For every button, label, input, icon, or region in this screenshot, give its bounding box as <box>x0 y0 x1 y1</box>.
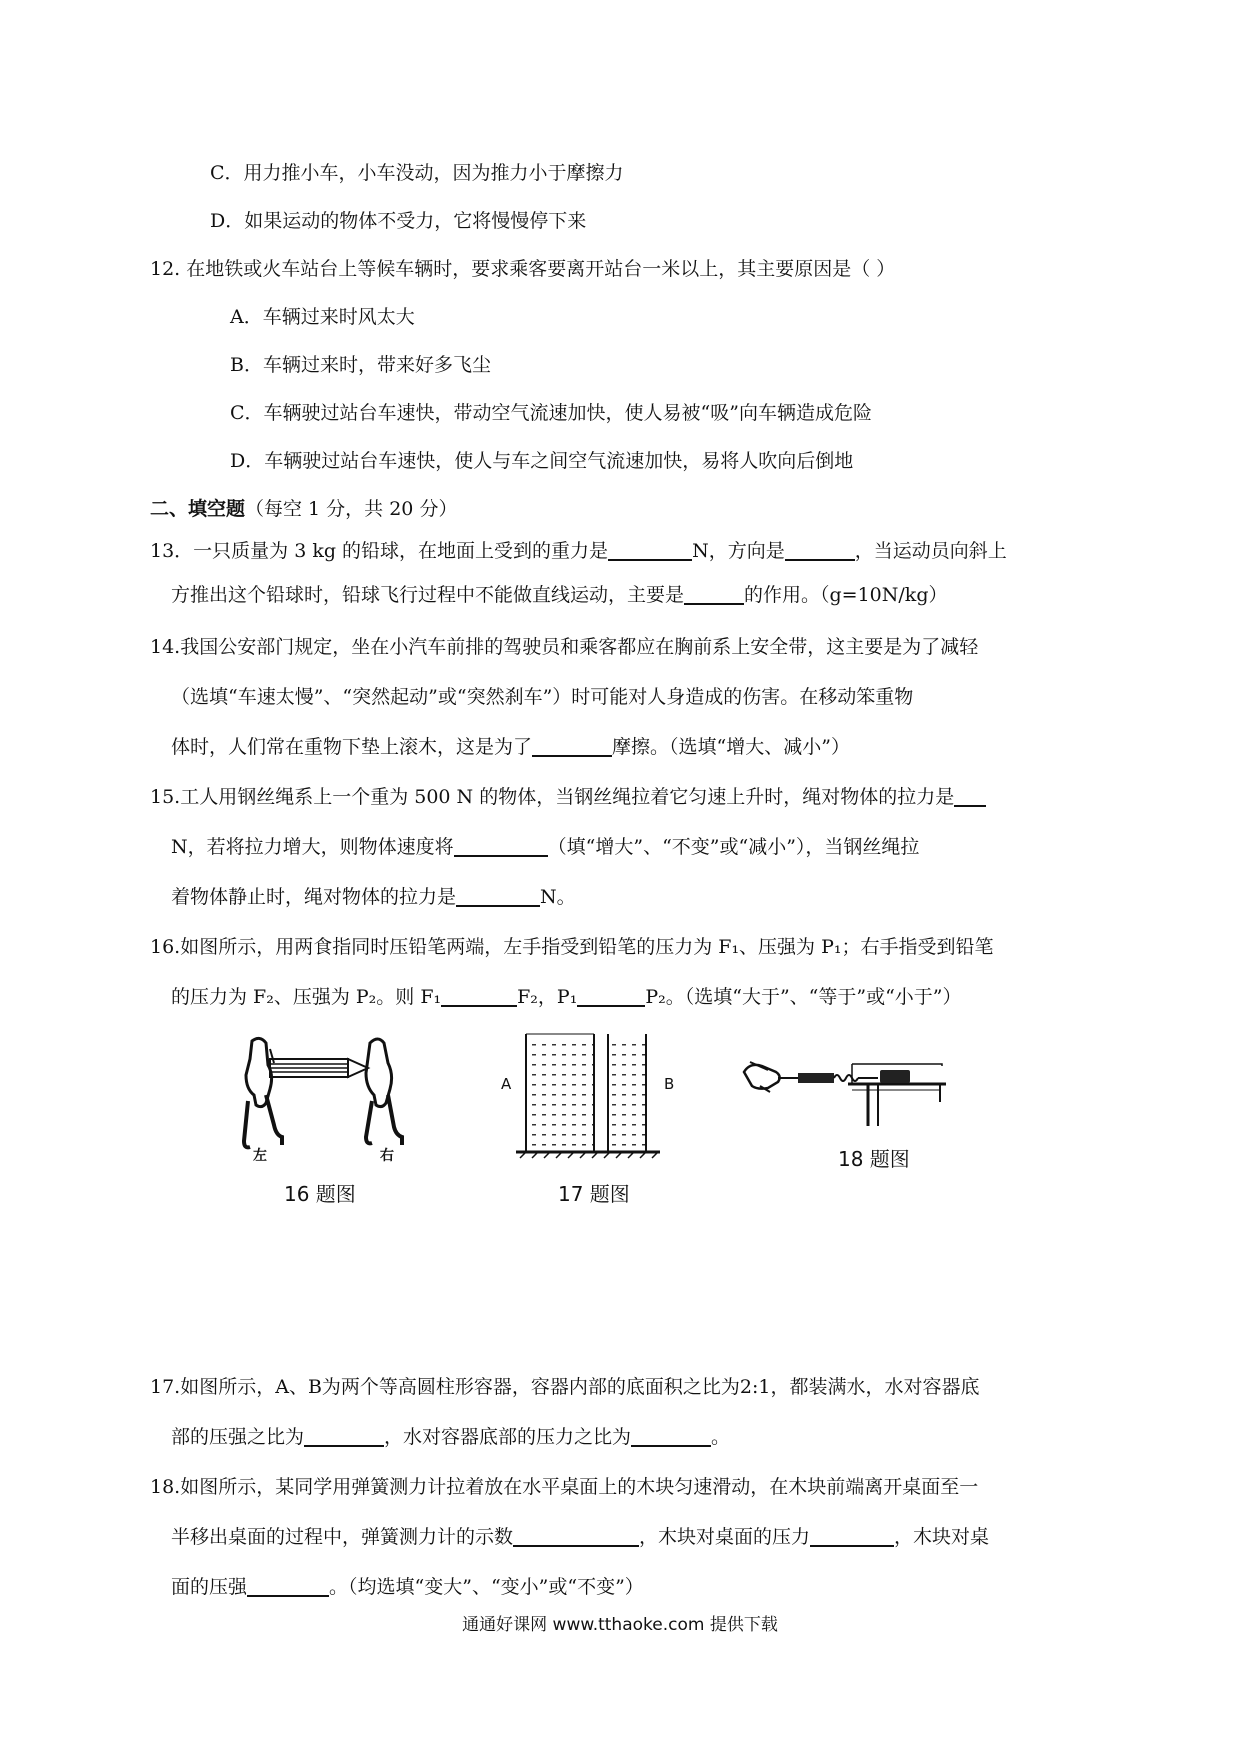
q13-text-1: 13．一只质量为 3 kg 的铅球，在地面上受到的重力是 <box>150 540 609 562</box>
fig17-caption: 17 题图 <box>558 1182 630 1206</box>
fig16-caption: 16 题图 <box>284 1182 356 1206</box>
q15-line-2 <box>171 834 919 860</box>
q18-text-2c: ，木块对桌 <box>894 1526 990 1548</box>
section-2-heading <box>150 496 457 522</box>
q15-text-3b: N。 <box>540 886 576 908</box>
fig18-caption: 18 题图 <box>838 1147 910 1171</box>
q15-text-2b: （填“增大”、“不变”或“减小”），当钢丝绳拉 <box>547 836 920 858</box>
fig16-left-label: 左 <box>253 1148 267 1164</box>
page-footer: 通通好课网 www.tthaoke.com 提供下载 <box>462 1615 778 1635</box>
q16-text-2a: 的压力为 F₂、压强为 P₂。则 F₁ <box>171 986 442 1008</box>
q13-blank-3[interactable] <box>684 583 744 605</box>
q12-option-c: C．车辆驶过站台车速快，带动空气流速加快，使人易被“吸”向车辆造成危险 <box>230 402 872 424</box>
q18-blank-1[interactable] <box>513 1525 639 1547</box>
q15-text-1: 15.工人用钢丝绳系上一个重为 500 N 的物体，当钢丝绳拉着它匀速上升时，绳对物体的拉力是 <box>150 786 955 808</box>
q16-line-2 <box>171 984 962 1010</box>
fig17-containers-diagram <box>510 1030 690 1160</box>
section-2-note: （每空 1 分，共 20 分） <box>245 498 458 520</box>
q16-line-1: 16.如图所示，用两食指同时压铅笔两端，左手指受到铅笔的压力为 F₁、压强为 P₁；右手指受到铅笔 <box>150 936 994 958</box>
fig16-right-label: 右 <box>380 1148 394 1164</box>
q18-text-3b: 。（均选填“变大”、“变小”或“不变”） <box>329 1576 644 1598</box>
q14-text-3a: 体时，人们常在重物下垫上滚木，这是为了 <box>171 736 533 758</box>
q13-line-1 <box>150 538 1007 564</box>
q17-text-2c: 。 <box>711 1426 731 1448</box>
q16-blank-2[interactable] <box>577 985 645 1007</box>
q18-line-3 <box>171 1574 644 1600</box>
q17-text-2b: ，水对容器底部的压力之比为 <box>384 1426 632 1448</box>
q13-text-3: ，当运动员向斜上 <box>854 540 1007 562</box>
q18-line-2 <box>171 1524 989 1550</box>
q18-blank-2[interactable] <box>810 1525 894 1547</box>
q13-text-4: 方推出这个铅球时，铅球飞行过程中不能做直线运动，主要是 <box>171 584 685 606</box>
q11-option-c: C．用力推小车，小车没动，因为推力小于摩擦力 <box>210 162 624 184</box>
q14-line-1: 14.我国公安部门规定，坐在小汽车前排的驾驶员和乘客都应在胸前系上安全带，这主要是为了减轻 <box>150 636 979 658</box>
fig18-spring-scale-diagram <box>740 1050 950 1130</box>
q15-text-3a: 着物体静止时，绳对物体的拉力是 <box>171 886 457 908</box>
fig17-label-a: A <box>501 1075 512 1093</box>
q18-line-1: 18.如图所示，某同学用弹簧测力计拉着放在水平桌面上的木块匀速滑动，在木块前端离开桌面至一 <box>150 1476 979 1498</box>
q15-line-1 <box>150 784 986 810</box>
section-2-title: 二、填空题 <box>150 498 246 520</box>
q13-line-2 <box>171 582 947 608</box>
q15-blank-3[interactable] <box>456 885 540 907</box>
q17-text-2a: 部的压强之比为 <box>171 1426 305 1448</box>
q12-option-d: D．车辆驶过站台车速快，使人与车之间空气流速加快，易将人吹向后倒地 <box>230 450 854 472</box>
q12-option-a: A．车辆过来时风太大 <box>230 306 415 328</box>
q12-option-b: B．车辆过来时，带来好多飞尘 <box>230 354 491 376</box>
q14-line-3 <box>171 734 850 760</box>
q16-blank-1[interactable] <box>441 985 517 1007</box>
q13-text-2: N，方向是 <box>692 540 785 562</box>
q11-option-d: D．如果运动的物体不受力，它将慢慢停下来 <box>210 210 587 232</box>
q13-text-5: 的作用。（g=10N/kg） <box>744 584 948 606</box>
q16-text-2c: P₂。（选填“大于”、“等于”或“小于”） <box>645 986 962 1008</box>
q17-blank-2[interactable] <box>631 1425 711 1447</box>
q17-blank-1[interactable] <box>304 1425 384 1447</box>
q16-text-2b: F₂，P₁ <box>517 986 578 1008</box>
q13-blank-1[interactable] <box>608 539 692 561</box>
q15-line-3 <box>171 884 576 910</box>
q14-line-2: （选填“车速太慢”、“突然起动”或“突然刹车”）时可能对人身造成的伤害。在移动笨重物 <box>171 686 914 708</box>
q15-text-2a: N，若将拉力增大，则物体速度将 <box>171 836 454 858</box>
q17-line-2 <box>171 1424 730 1450</box>
q18-text-3a: 面的压强 <box>171 1576 248 1598</box>
q15-blank-2[interactable] <box>454 835 548 857</box>
q18-blank-3[interactable] <box>247 1575 329 1597</box>
q15-blank-1[interactable] <box>954 785 986 807</box>
q12-stem: 12. 在地铁或火车站台上等候车辆时，要求乘客要离开站台一米以上，其主要原因是（ ） <box>150 258 896 280</box>
q14-text-3b: 摩擦。（选填“增大、减小”） <box>612 736 850 758</box>
fig17-label-b: B <box>664 1075 675 1093</box>
q17-line-1: 17.如图所示，A、B为两个等高圆柱形容器，容器内部的底面积之比为2:1，都装满水，水对容器底 <box>150 1376 980 1398</box>
q13-blank-2[interactable] <box>785 539 855 561</box>
q18-text-2a: 半移出桌面的过程中，弹簧测力计的示数 <box>171 1526 514 1548</box>
q18-text-2b: ，木块对桌面的压力 <box>639 1526 811 1548</box>
q14-blank[interactable] <box>532 735 612 757</box>
